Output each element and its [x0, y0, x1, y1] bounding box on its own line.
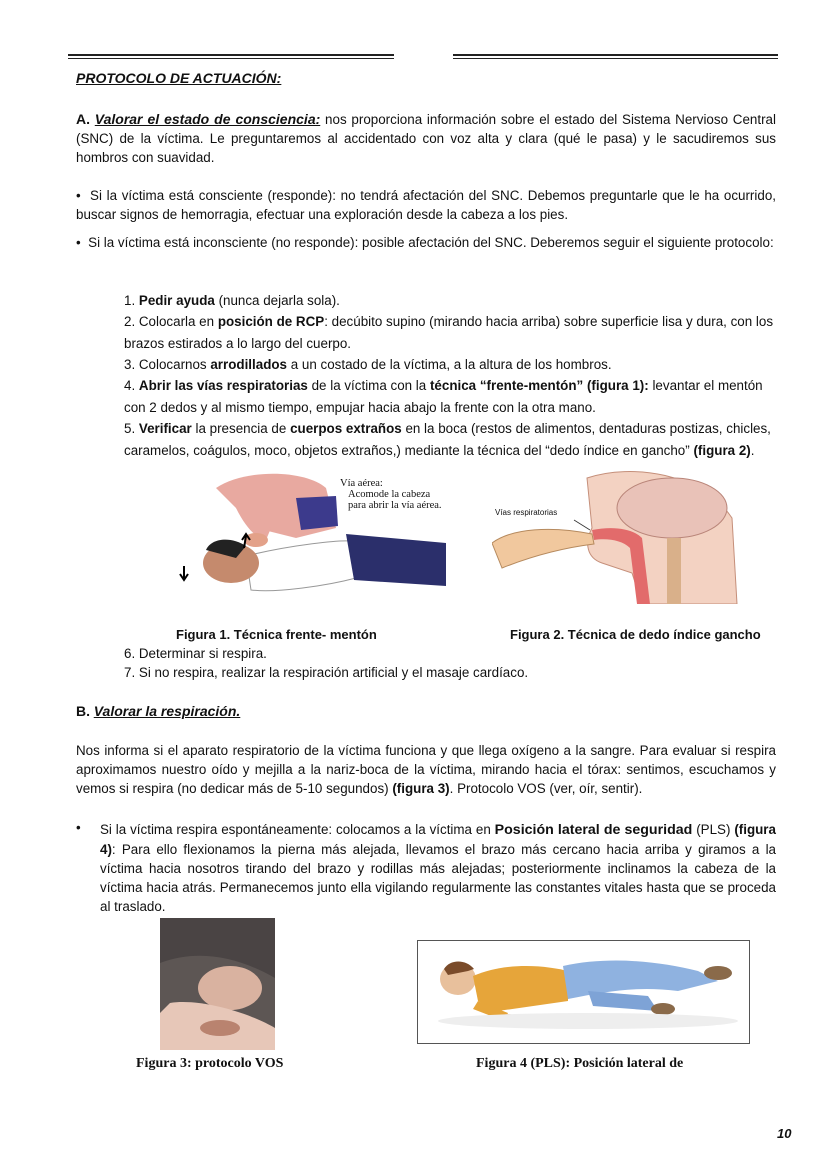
section-a-bullet-2: • Si la víctima está inconsciente (no responde): posible afectación del SNC. Deberemos seguir el siguiente protocolo: — [76, 235, 774, 250]
section-a-heading: Valorar el estado de consciencia: — [94, 111, 321, 127]
figure-3-drawing — [160, 918, 275, 1050]
step-6: 6. Determinar si respira. — [124, 646, 267, 661]
pls-shoe-2 — [651, 1003, 675, 1015]
figure-3-photo — [160, 918, 275, 1050]
header-rule-right — [453, 54, 778, 59]
victim-mouth — [200, 1020, 240, 1036]
step-7: 7. Si no respira, realizar la respiración artificial y el masaje cardíaco. — [124, 665, 529, 680]
brain — [617, 478, 727, 538]
figure-2-label: Vías respiratorias — [495, 508, 558, 517]
victim-pants — [346, 534, 446, 586]
pls-shoe — [704, 966, 732, 980]
step-3: 3. Colocarnos arrodillados a un costado de la víctima, a la altura de los hombros. — [124, 357, 612, 372]
pls-shirt — [473, 966, 568, 1011]
section-b-bullet-icon: • — [76, 820, 81, 835]
figure-4-drawing — [418, 941, 749, 1043]
pls-leg — [588, 991, 658, 1011]
arrow-down-icon — [180, 566, 188, 580]
section-a-intro — [76, 110, 776, 167]
figure-1-illustration — [176, 468, 466, 604]
bullet-icon: • — [76, 188, 91, 203]
section-a-intro-text: nos proporciona información sobre el estado del Sistema Nervioso Central (SNC) de la víctima. Le preguntaremos al accidentado con voz alta y clara (qué le pasa) y le sacudiremos sus hombros con suavidad. — [76, 112, 776, 165]
rescuer-face — [198, 966, 262, 1010]
section-b-title: Valorar la respiración. — [93, 703, 241, 719]
step-5: 5. Verificar la presencia de cuerpos extraños en la boca (restos de alimentos, dentaduras postizas, chicles, caramelos, coágulos, moco, objetos extraños,) mediante la técnica del “dedo índice en gancho” (figura 2). — [124, 421, 771, 458]
section-a-bullet-1: • Si la víctima está consciente (responde): no tendrá afectación del SNC. Debemos preguntarle que le ha ocurrido, buscar signos de hemorragia, efectuar una exploración desde la cabeza a los pies. — [76, 188, 776, 222]
pls-jeans — [563, 961, 718, 999]
pointer-line — [574, 520, 590, 530]
figure-4-illustration — [417, 940, 750, 1044]
figure-2-caption: Figura 2. Técnica de dedo índice gancho — [510, 627, 761, 642]
section-b-paragraph: Nos informa si el aparato respiratorio de la víctima funciona y que llega oxígeno a la sangre. Para evaluar si respira aproximamos nuestro oído y mejilla a la nariz-boca de la víctima, mirando hacia el tórax: sentimos, escuchamos y vemos si respira (no dedicar más de 5-10 segundos) (figura 3). Protocolo VOS (ver, oír, sentir). — [76, 743, 776, 796]
rescuer-pants — [296, 496, 338, 530]
hand-finger — [492, 529, 594, 568]
header-rule-left — [68, 54, 394, 59]
step-1: 1. Pedir ayuda (nunca dejarla sola). — [124, 293, 340, 308]
pls-shadow — [438, 1013, 738, 1029]
figure-1-label: Vía aérea: Acomode la cabeza para abrir la vía aérea. — [340, 478, 442, 511]
figure-4-caption: Figura 4 (PLS): Posición lateral de — [476, 1056, 684, 1071]
page-title: PROTOCOLO DE ACTUACIÓN: — [76, 70, 282, 86]
figure-2-drawing — [492, 468, 740, 604]
spine — [667, 538, 681, 604]
section-b-letter: B. — [76, 703, 90, 719]
step-4: 4. Abrir las vías respiratorias de la víctima con la técnica “frente-mentón” (figura 1): levantar el mentón con 2 dedos y al mismo tiempo, empujar hacia abajo la frente con la otra mano. — [124, 378, 763, 415]
victim-shirt — [246, 541, 356, 591]
section-b-heading — [76, 702, 240, 721]
figure-3-caption: Figura 3: protocolo VOS — [136, 1056, 284, 1071]
bullet-icon: • — [76, 235, 89, 250]
figure-2-illustration — [492, 468, 740, 604]
section-b-bullet: Si la víctima respira espontáneamente: colocamos a la víctima en Posición lateral de seguridad (PLS) (figura 4): Para ello flexionamos la pierna más alejada, llevamos el brazo más cercano hacia arriba y giramos a la víctima hacia nosotros tirando del brazo y rodillas más alejadas; posteriormente inclinamos la cabeza de la víctima hacia atrás. Permanecemos junto ella vigilando regularmente las constantes vitales hasta que se proceda al traslado. — [100, 822, 776, 914]
figure-1-caption: Figura 1. Técnica frente- mentón — [176, 627, 377, 642]
page-number: 10 — [777, 1126, 792, 1141]
section-a-letter: A. — [76, 111, 90, 127]
step-2: 2. Colocarla en posición de RCP: decúbito supino (mirando hacia arriba) sobre superficie lisa y dura, con los brazos estirados a lo largo del cuerpo. — [124, 314, 774, 351]
